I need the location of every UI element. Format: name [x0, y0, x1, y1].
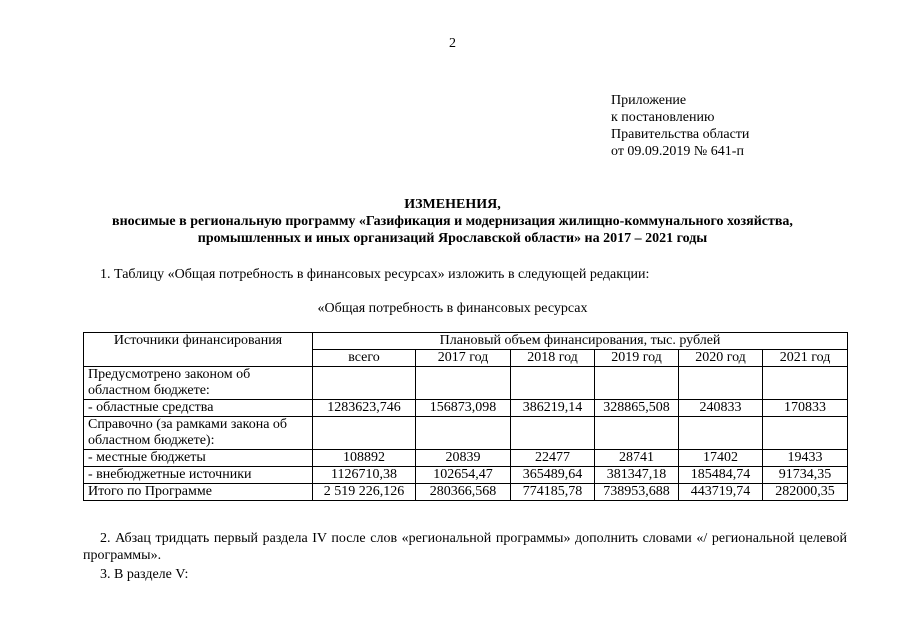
table-cell: 28741	[595, 450, 679, 467]
heading-subtitle-line: промышленных и иных организаций Ярославской области» на 2017 – 2021 годы	[197, 231, 708, 246]
table-cell: 2 519 226,126	[313, 484, 416, 501]
column-header: 2018 год	[511, 350, 595, 367]
row-label: Итого по Программе	[84, 484, 313, 501]
row-label: - внебюджетные источники	[84, 467, 313, 484]
table-cell	[313, 367, 416, 400]
table-cell	[595, 417, 679, 450]
table-row	[84, 450, 848, 467]
table-caption: «Общая потребность в финансовых ресурсах	[317, 301, 588, 316]
table-cell: 185484,74	[679, 467, 763, 484]
table-cell: 22477	[511, 450, 595, 467]
table-cell	[763, 367, 848, 400]
row-label: Справочно (за рамками закона об областном бюджете):	[84, 417, 313, 450]
table-cell: 365489,64	[511, 467, 595, 484]
header-plan: Плановый объем финансирования, тыс. рублей	[313, 333, 848, 350]
column-header: 2017 год	[416, 350, 511, 367]
table-cell: 381347,18	[595, 467, 679, 484]
table-cell: 20839	[416, 450, 511, 467]
table-row	[84, 400, 848, 417]
column-header: 2021 год	[763, 350, 848, 367]
paragraph-1: 1. Таблицу «Общая потребность в финансовых ресурсах» изложить в следующей редакции:	[100, 267, 650, 282]
table-cell: 1283623,746	[313, 400, 416, 417]
header-source: Источники финансирования	[84, 333, 313, 367]
column-header: 2019 год	[595, 350, 679, 367]
table-cell: 156873,098	[416, 400, 511, 417]
table-cell	[595, 367, 679, 400]
table-cell	[313, 417, 416, 450]
table-cell	[416, 417, 511, 450]
table-cell: 240833	[679, 400, 763, 417]
table-cell	[679, 367, 763, 400]
table-cell: 170833	[763, 400, 848, 417]
document-heading	[20, 196, 885, 247]
table-cell: 738953,688	[595, 484, 679, 501]
heading-title: ИЗМЕНЕНИЯ,	[404, 197, 501, 212]
appendix-line: Приложение	[611, 93, 687, 108]
table-cell: 386219,14	[511, 400, 595, 417]
page-number: 2	[449, 36, 456, 51]
table-cell: 108892	[313, 450, 416, 467]
table-cell	[416, 367, 511, 400]
table-row	[84, 417, 848, 450]
appendix-line: Правительства области	[611, 127, 750, 142]
table-cell	[679, 417, 763, 450]
row-label: - областные средства	[84, 400, 313, 417]
table-cell: 443719,74	[679, 484, 763, 501]
column-header: всего	[313, 350, 416, 367]
table-cell: 19433	[763, 450, 848, 467]
row-label: Предусмотрено законом об областном бюджете:	[84, 367, 313, 400]
table-cell: 280366,568	[416, 484, 511, 501]
column-header: 2020 год	[679, 350, 763, 367]
table-row	[84, 367, 848, 400]
appendix-line: от 09.09.2019 № 641-п	[611, 144, 744, 159]
table-cell: 102654,47	[416, 467, 511, 484]
table-cell: 1126710,38	[313, 467, 416, 484]
row-label: - местные бюджеты	[84, 450, 313, 467]
table-cell	[511, 367, 595, 400]
financing-table	[83, 332, 848, 501]
table-cell	[763, 417, 848, 450]
table-cell: 282000,35	[763, 484, 848, 501]
table-row	[84, 467, 848, 484]
table-cell	[511, 417, 595, 450]
table-cell: 91734,35	[763, 467, 848, 484]
table-row-total	[84, 484, 848, 501]
table-cell: 328865,508	[595, 400, 679, 417]
heading-subtitle-line: вносимые в региональную программу «Газификация и модернизация жилищно-коммунального хозяйства,	[112, 214, 793, 229]
appendix-line: к постановлению	[611, 110, 715, 125]
table-cell: 17402	[679, 450, 763, 467]
table-header-row	[84, 333, 848, 350]
appendix-block	[611, 92, 749, 160]
paragraph-2: 2. Абзац тридцать первый раздела IV после слов «региональной программы» дополнить словами «/ региональной целевой программы».	[83, 531, 847, 563]
table-cell: 774185,78	[511, 484, 595, 501]
paragraph-3: 3. В разделе V:	[100, 567, 189, 582]
